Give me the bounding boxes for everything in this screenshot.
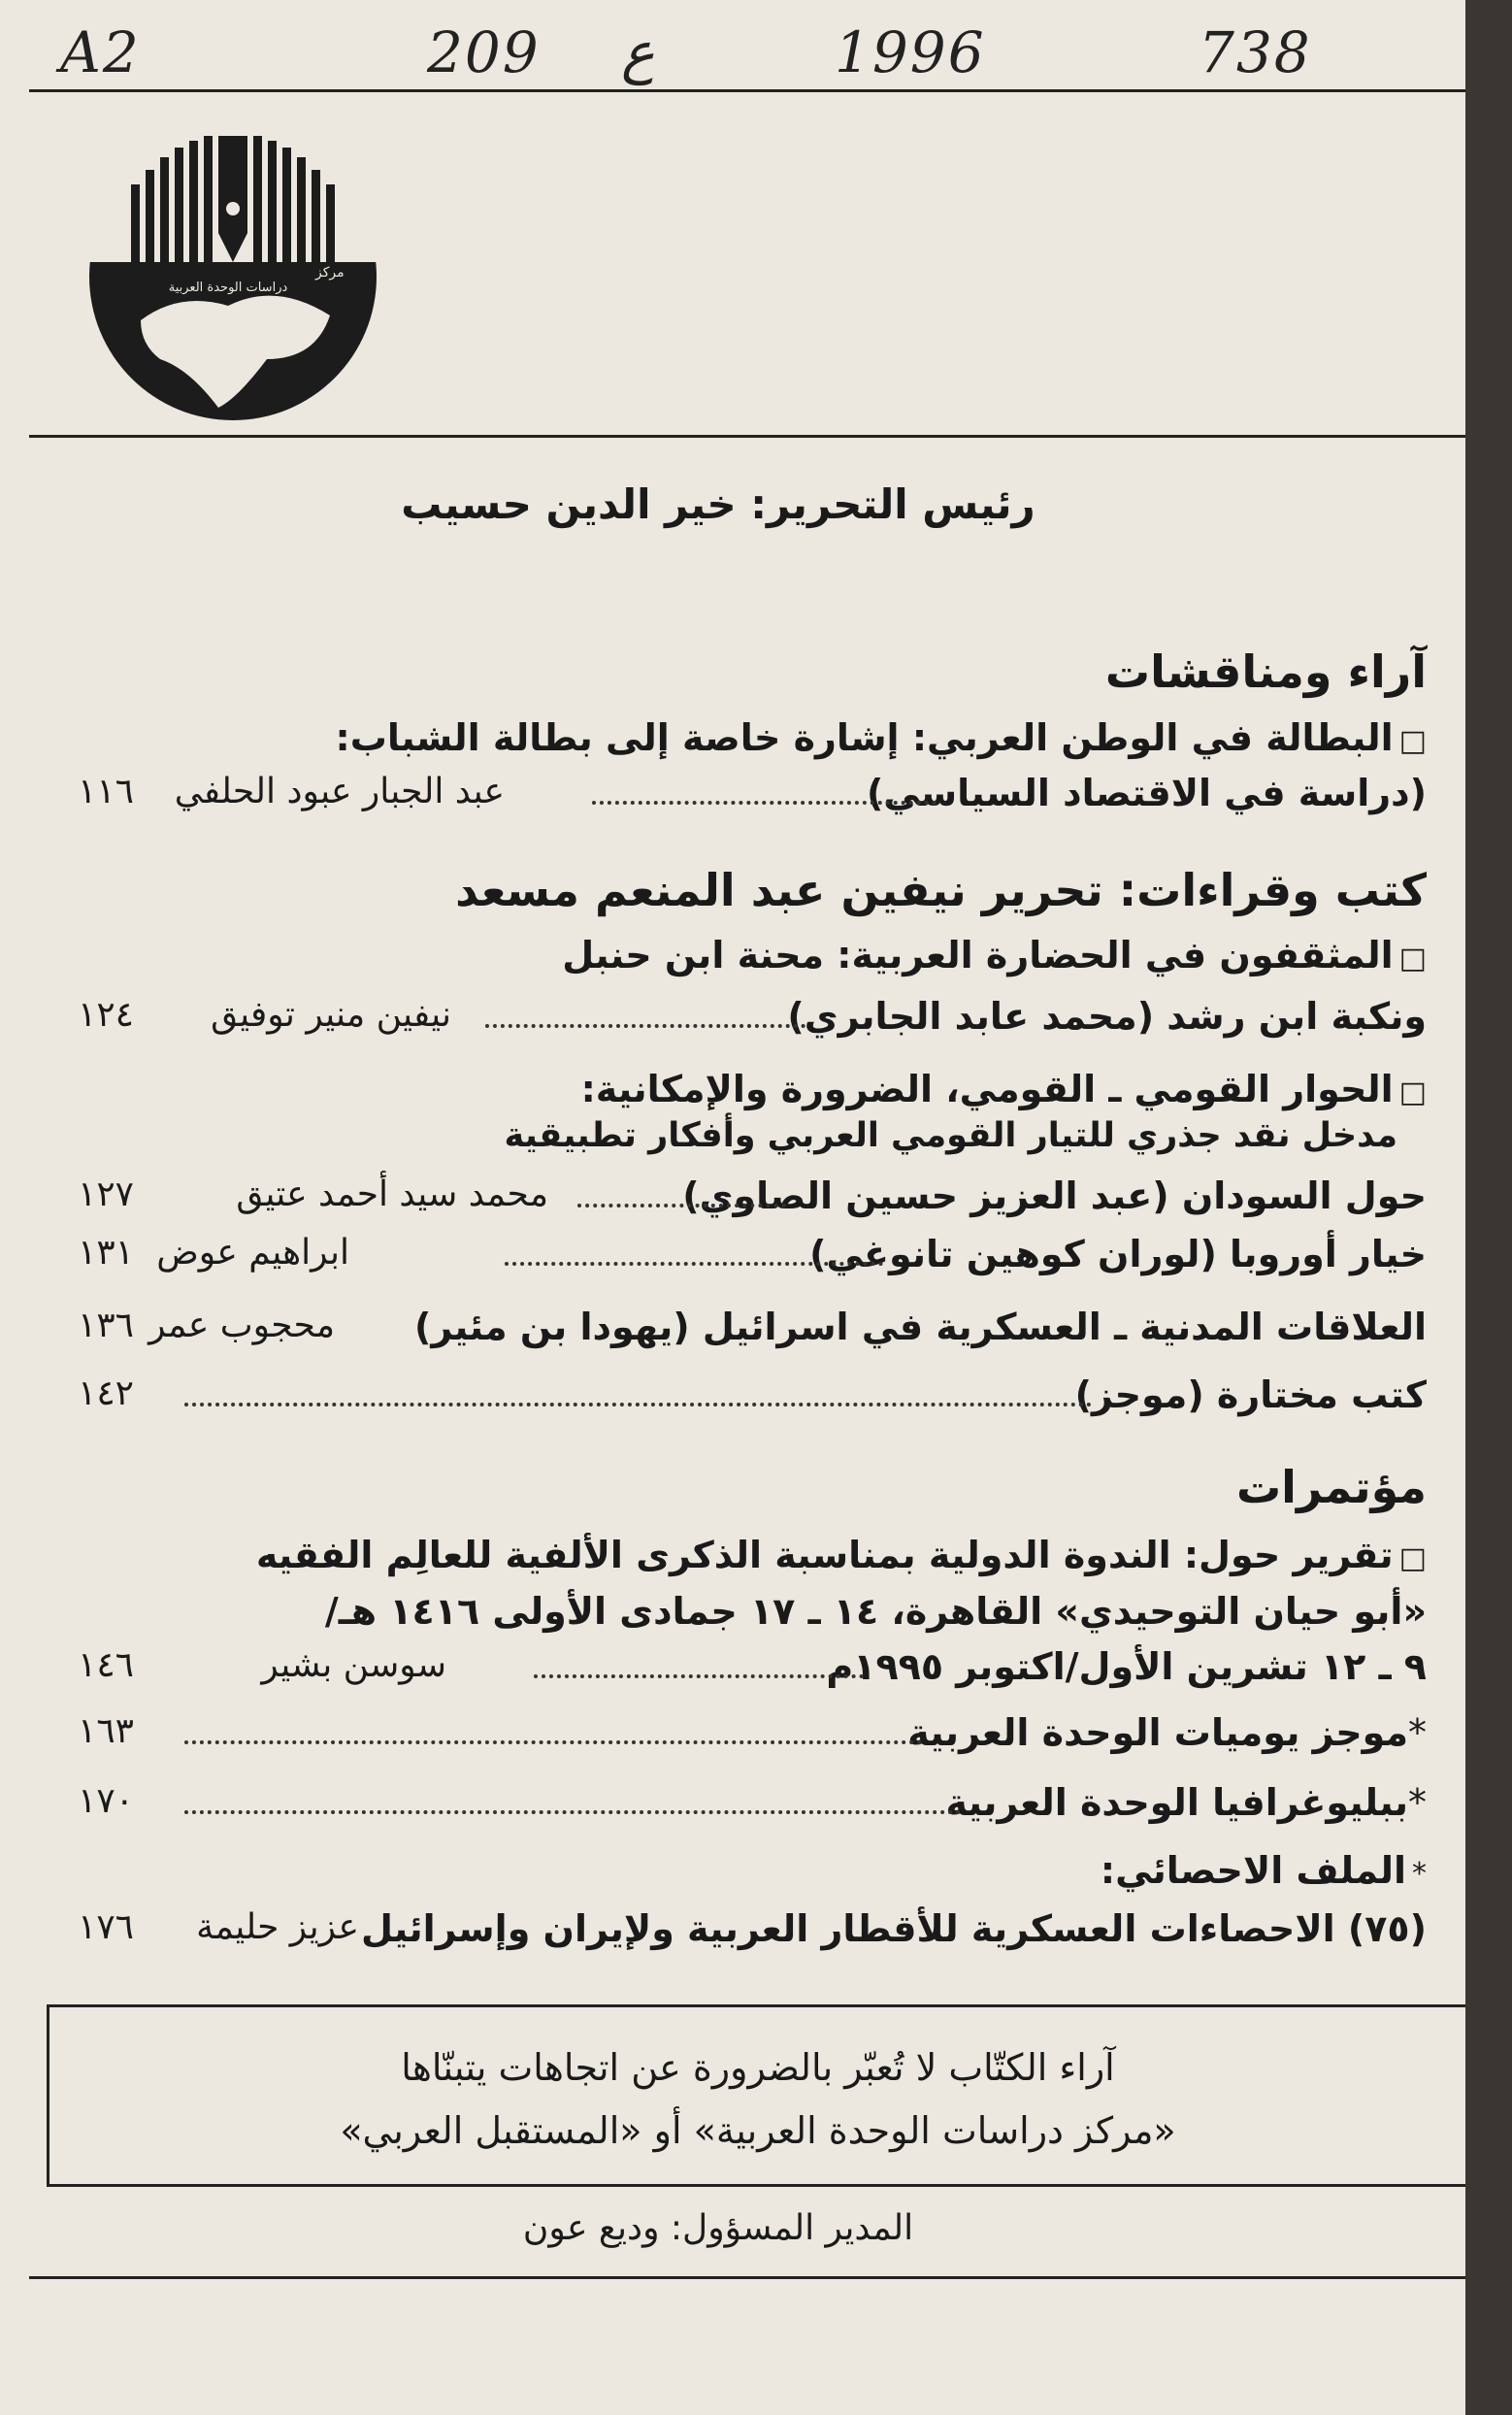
handwritten-note-d: 1996 [835,19,986,85]
entry-title: ونكبة ابن رشد (محمد عابد الجابري) [787,995,1427,1038]
handwritten-note-c: ع [621,19,655,85]
toc-line: □الحوار القومي ـ القومي، الضرورة والإمكانية: [580,1068,1427,1110]
handwritten-note-b: 209 [427,19,541,85]
entry-title: *ببليوغرافيا الوحدة العربية [945,1781,1427,1824]
editor-in-chief: رئيس التحرير: خير الدين حسيب [401,480,1035,528]
entry-author: سوسن بشير [261,1645,446,1685]
toc-entry[interactable] [78,1711,1427,1762]
entry-page: ١٦٣ [78,1711,135,1751]
dot-leader [485,1024,805,1028]
toc-entry[interactable] [78,1645,1427,1696]
entry-title: (دراسة في الاقتصاد السياسي) [866,772,1427,814]
bottom-rule [29,2276,1465,2279]
star-bullet-icon: * [1408,1781,1427,1824]
entry-page: ١٢٤ [78,995,135,1035]
toc-entry[interactable] [78,1233,1427,1283]
entry-page: ١٢٧ [78,1174,135,1214]
toc-line: مدخل نقد جذري للتيار القومي العربي وأفكار تطبيقية [504,1116,1397,1155]
section-heading-opinions: آراء ومناقشات [1104,645,1427,698]
dot-leader [534,1674,864,1678]
entry-title: ٩ ـ ١٢ تشرين الأول/اكتوبر ١٩٩٥م [826,1645,1427,1688]
entry-author: ابراهيم عوض [156,1233,349,1273]
toc-entry[interactable] [78,1306,1427,1356]
entry-title: كتب مختارة (موجز) [1074,1373,1427,1416]
disclaimer-line-2: «مركز دراسات الوحدة العربية» أو «المستقبل العربي» [340,2109,1176,2152]
entry-author: محجوب عمر [148,1306,335,1345]
toc-entry[interactable] [78,772,1427,822]
entry-page: ١٣١ [78,1233,135,1273]
toc-entry[interactable] [78,1174,1427,1225]
entry-author: نيفين منير توفيق [211,995,451,1035]
section-heading-conferences: مؤتمرات [1235,1461,1427,1513]
entry-page: ١٣٦ [78,1306,135,1345]
dot-leader [184,1403,1092,1406]
toc-line: «أبو حيان التوحيدي» القاهرة، ١٤ ـ ١٧ جمادى الأولى ١٤١٦ هـ/ [324,1590,1427,1633]
dot-leader [184,1810,961,1814]
entry-page: ١٤٦ [78,1645,135,1685]
toc-entry[interactable] [78,995,1427,1045]
entry-author: محمد سيد أحمد عتيق [236,1174,548,1214]
entry-page: ١٤٢ [78,1373,135,1413]
entry-title: (٧٥) الاحصاءات العسكرية للأقطار العربية ولإيران وإسرائيل [360,1907,1427,1950]
toc-line: □البطالة في الوطن العربي: إشارة خاصة إلى بطالة الشباب: [335,716,1427,759]
entry-page: ١٧٦ [78,1907,135,1947]
section-heading-statistics: *الملف الاحصائي: [1100,1849,1427,1892]
entry-author: عزيز حليمة [196,1907,359,1947]
toc-entry[interactable] [78,1373,1427,1424]
handwritten-note-e: 738 [1199,19,1312,85]
header-rule [29,435,1465,438]
managing-director: المدير المسؤول: وديع عون [522,2208,914,2248]
logo-text-2: دراسات الوحدة العربية [168,281,288,295]
star-bullet-icon: * [1408,1711,1427,1754]
disclaimer-line-1: آراء الكتّاب لا تُعبّر بالضرورة عن اتجاهات يتبنّاها [401,2046,1115,2089]
entry-title: حول السودان (عبد العزيز حسين الصاوي) [682,1174,1427,1217]
toc-line: □تقرير حول: الندوة الدولية بمناسبة الذكرى الألفية للعالِم الفقيه [255,1534,1427,1576]
dot-leader [592,801,937,805]
entry-title: *موجز يوميات الوحدة العربية [907,1711,1427,1754]
top-rule [29,89,1465,92]
handwritten-note-a: A2 [60,19,141,85]
entry-page: ١١٦ [78,772,135,811]
logo-text-1: مركز [315,265,345,281]
page-edge-shadow [1465,0,1512,2415]
entry-title: خيار أوروبا (لوران كوهين تانوغي) [809,1233,1427,1275]
toc-entry[interactable] [78,1907,1427,1958]
toc-line: □المثقفون في الحضارة العربية: محنة ابن حنبل [562,934,1427,976]
dot-leader [505,1262,883,1266]
entry-page: ١٧٠ [78,1781,135,1821]
cauc-logo [73,116,393,427]
section-heading-books: كتب وقراءات: تحرير نيفين عبد المنعم مسعد [455,864,1427,916]
dot-leader [184,1740,922,1744]
toc-entry[interactable] [78,1781,1427,1832]
disclaimer-box [47,2004,1469,2187]
square-bullet-icon: □ [1398,724,1427,758]
dot-leader [577,1204,786,1208]
entry-author: عبد الجبار عبود الحلفي [174,772,505,811]
entry-title: العلاقات المدنية ـ العسكرية في اسرائيل (يهودا بن مئير) [414,1306,1427,1348]
